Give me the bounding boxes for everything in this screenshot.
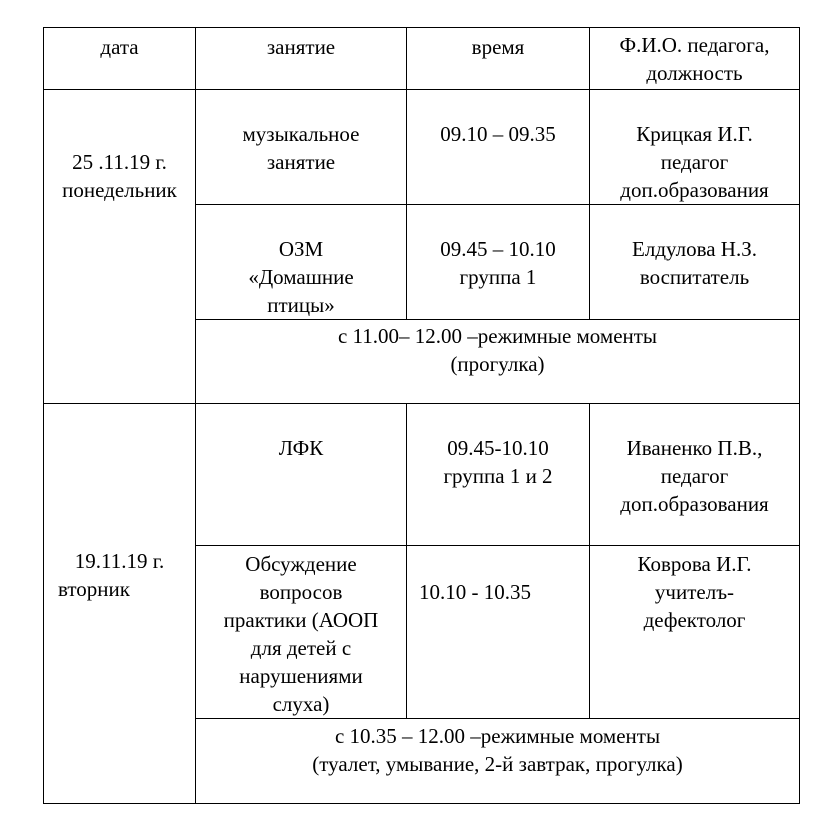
monday-activity-1: музыкальное занятие (196, 90, 407, 205)
tuesday-weekday: вторник (58, 577, 130, 601)
tuesday-time-2: 10.10 - 10.35 (407, 546, 590, 719)
monday-date: 25 .11.19 г. (72, 150, 167, 174)
tuesday-routine: с 10.35 – 12.00 –режимные моменты (туалет, умывание, 2-й завтрак, прогулка) (196, 719, 800, 804)
monday-teacher-1: Крицкая И.Г. педагог доп.образования (590, 90, 800, 205)
monday-date-cell (44, 90, 196, 404)
monday-routine: с 11.00– 12.00 –режимные моменты (прогулка) (196, 320, 800, 404)
monday-weekday: понедельник (62, 178, 177, 202)
monday-activity-2: ОЗМ «Домашние птицы» (196, 205, 407, 320)
monday-row-1 (44, 90, 800, 205)
tuesday-date: 19.11.19 г. (74, 549, 165, 573)
tuesday-time-1: 09.45-10.10 группа 1 и 2 (407, 404, 590, 546)
header-time: время (407, 28, 590, 90)
header-teacher: Ф.И.О. педагога, должность (590, 28, 800, 90)
monday-time-2: 09.45 – 10.10 группа 1 (407, 205, 590, 320)
tuesday-teacher-2: Коврова И.Г. учителъ-дефектолог (590, 546, 800, 719)
monday-time-1: 09.10 – 09.35 (407, 90, 590, 205)
header-row (44, 28, 800, 90)
monday-teacher-2: Елдулова Н.З. воспитатель (590, 205, 800, 320)
tuesday-activity-2: Обсуждение вопросов практики (АООП для детей с нарушениями слуха) (196, 546, 407, 719)
tuesday-date-cell (44, 404, 196, 804)
header-date: дата (44, 28, 196, 90)
tuesday-row-1 (44, 404, 800, 546)
tuesday-teacher-1: Иваненко П.В., педагог доп.образования (590, 404, 800, 546)
tuesday-activity-1: ЛФК (196, 404, 407, 546)
schedule-table (43, 27, 800, 804)
header-activity: занятие (196, 28, 407, 90)
